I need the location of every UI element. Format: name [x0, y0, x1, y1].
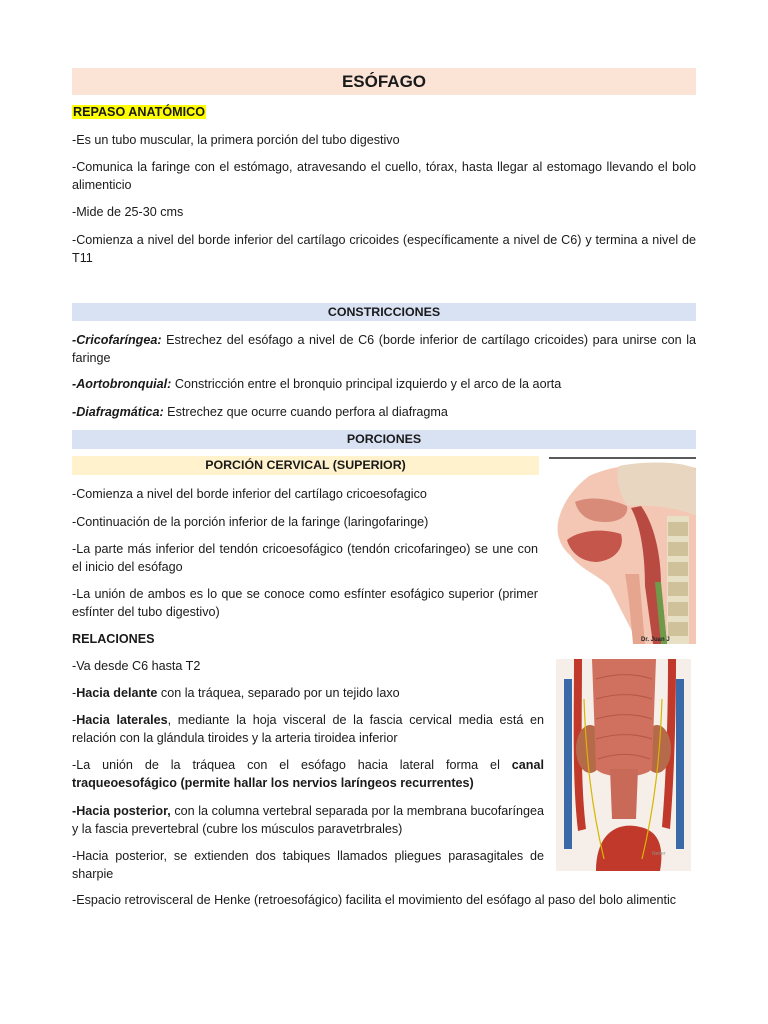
- relation-septa: -Hacia posterior, se extienden dos tabiques llamados pliegues parasagitales de sharpie: [72, 849, 544, 881]
- posterior-figure-caption: Netter: [652, 851, 666, 857]
- posterior-esophagus-figure: [556, 659, 691, 871]
- relation-range: -Va desde C6 hasta T2: [72, 659, 201, 673]
- subsection-heading-cervical: PORCIÓN CERVICAL (SUPERIOR): [72, 456, 539, 475]
- review-item-4: -Comienza a nivel del borde inferior del cartílago cricoides (específicamente a nivel de C6) y termina a nivel de T11: [72, 233, 696, 265]
- page-title: ESÓFAGO: [72, 68, 696, 95]
- relation-groove: -La unión de la tráquea con el esófago hacia lateral forma el canal traqueoesofágico (permite hallar los nervios laríngeos recurrentes): [72, 758, 544, 790]
- relations-heading: RELACIONES: [72, 632, 155, 646]
- relation-space: -Espacio retrovisceral de Henke (retroesofágico) facilita el movimiento del esófago al paso del bolo alimentic: [72, 893, 677, 907]
- constriction-diaphragmatic: -Diafragmática: Estrechez que ocurre cuando perfora al diafragma: [72, 405, 448, 419]
- cervical-item-3: -La parte más inferior del tendón cricoesofágico (tendón cricofaringeo) se une con el inicio del esófago: [72, 542, 538, 574]
- cervical-item-1: -Comienza a nivel del borde inferior del cartílago cricoesofagico: [72, 487, 427, 501]
- review-item-2: -Comunica la faringe con el estómago, atravesando el cuello, tórax, hasta llegar al estomago llevando el bolo alimenticio: [72, 160, 696, 192]
- sagittal-figure-caption: Dr. Juan J: [641, 637, 670, 643]
- relation-front: -Hacia delante con la tráquea, separado por un tejido laxo: [72, 686, 400, 700]
- section-heading-constrictions: CONSTRICCIONES: [72, 303, 696, 321]
- section-heading-review: REPASO ANATÓMICO: [73, 105, 205, 119]
- cervical-item-4: -La unión de ambos es lo que se conoce como esfínter esofágico superior (primer esfínter del tubo digestivo): [72, 587, 538, 619]
- review-item-3: -Mide de 25-30 cms: [72, 205, 184, 219]
- section-heading-portions: PORCIONES: [72, 430, 696, 449]
- constriction-cricopharyngeal: -Cricofaríngea: Estrechez del esófago a nivel de C6 (borde inferior de cartílago cricoides) para unirse con la faringe: [72, 333, 696, 365]
- constriction-aortobronchial: -Aortobronquial: Constricción entre el bronquio principal izquierdo y el arco de la aorta: [72, 377, 562, 391]
- sagittal-head-neck-figure: [549, 456, 696, 644]
- review-item-1: -Es un tubo muscular, la primera porción del tubo digestivo: [72, 133, 400, 147]
- cervical-item-2: -Continuación de la porción inferior de la faringe (laringofaringe): [72, 515, 429, 529]
- relation-lateral: -Hacia laterales, mediante la hoja visceral de la fascia cervical media está en relación con la glándula tiroides y la arteria tiroidea inferior: [72, 713, 545, 745]
- relation-posterior: -Hacia posterior, con la columna vertebral separada por la membrana bucofaríngea y la fascia prevertebral (cubre los músculos paravetrbrales): [72, 804, 545, 836]
